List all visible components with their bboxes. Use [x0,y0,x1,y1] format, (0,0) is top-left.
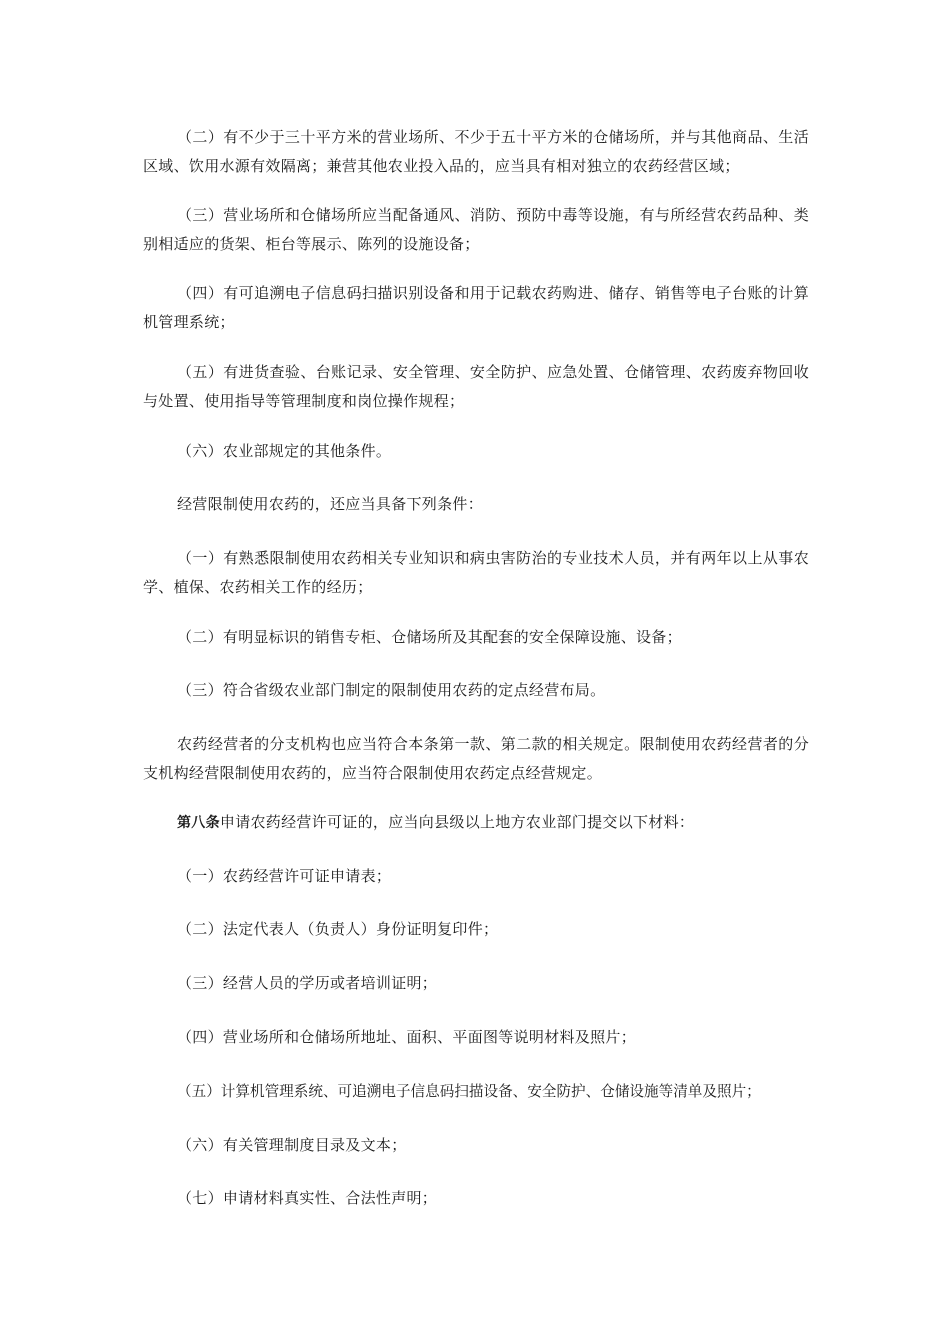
material-2-item: （二）法定代表人（负责人）身份证明复印件； [177,920,499,938]
article-8-text: 申请农药经营许可证的，应当向县级以上地方农业部门提交以下材料： [219,813,695,831]
article-8-paragraph [143,808,809,838]
condition-5-paragraph: （五）有进货查验、台账记录、安全管理、安全防护、应急处置、仓储管理、农药废弃物回收与处置、使用指导等管理制度和岗位操作规程； [143,363,809,410]
restricted-condition-1-paragraph: （一）有熟悉限制使用农药相关专业知识和病虫害防治的专业技术人员，并有两年以上从事农学、植保、农药相关工作的经历； [143,549,809,596]
material-7-item: （七）申请材料真实性、合法性声明； [177,1189,438,1207]
condition-3-paragraph: （三）营业场所和仓储场所应当配备通风、消防、预防中毒等设施，有与所经营农药品种、类别相适应的货架、柜台等展示、陈列的设施设备； [143,206,809,253]
article-8-label: 第八条 [177,815,220,831]
material-1-item: （一）农药经营许可证申请表； [177,867,392,885]
restricted-condition-3-paragraph: （三）符合省级农业部门制定的限制使用农药的定点经营布局。 [177,681,606,699]
restricted-condition-2-paragraph: （二）有明显标识的销售专柜、仓储场所及其配套的安全保障设施、设备； [177,628,682,646]
condition-4-paragraph: （四）有可追溯电子信息码扫描识别设备和用于记载农药购进、储存、销售等电子台账的计算机管理系统； [143,284,809,331]
material-3-item: （三）经营人员的学历或者培训证明； [177,974,438,992]
condition-6-paragraph: （六）农业部规定的其他条件。 [177,442,392,460]
material-4-item: （四）营业场所和仓储场所地址、面积、平面图等说明材料及照片； [177,1028,637,1046]
condition-2-paragraph: （二）有不少于三十平方米的营业场所、不少于五十平方米的仓储场所，并与其他商品、生活区域、饮用水源有效隔离；兼营其他农业投入品的，应当具有相对独立的农药经营区域； [143,128,809,175]
material-6-item: （六）有关管理制度目录及文本； [177,1136,407,1154]
restricted-intro-paragraph: 经营限制使用农药的，还应当具备下列条件： [177,495,484,513]
material-5-item: （五）计算机管理系统、可追溯电子信息码扫描设备、安全防护、仓储设施等清单及照片； [177,1083,761,1100]
branch-paragraph: 农药经营者的分支机构也应当符合本条第一款、第二款的相关规定。限制使用农药经营者的分支机构经营限制使用农药的，应当符合限制使用农药定点经营规定。 [143,735,809,782]
